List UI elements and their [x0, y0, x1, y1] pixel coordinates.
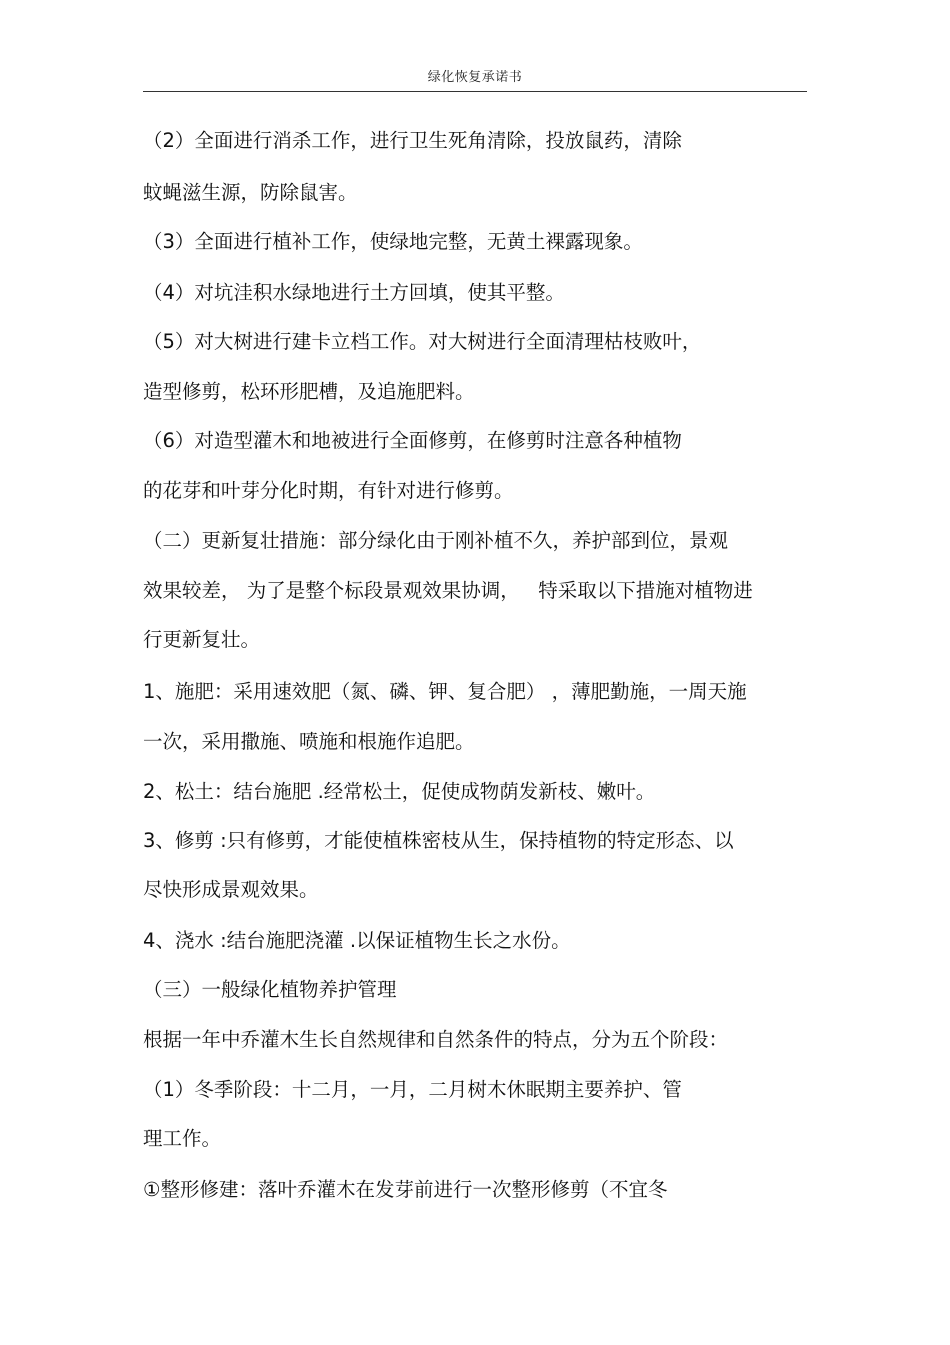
paragraph-line: 造型修剪，松环形肥槽，及追施肥料。 — [143, 380, 475, 403]
paragraph-line: 的花芽和叶芽分化时期，有针对进行修剪。 — [143, 479, 514, 502]
paragraph-line: 1、施肥：采用速效肥（氮、磷、钾、复合肥） ，薄肥勤施，一周天施 — [143, 680, 747, 703]
header-divider — [143, 91, 807, 92]
paragraph-line: 理工作。 — [143, 1127, 222, 1150]
paragraph-line: （3）全面进行植补工作，使绿地完整，无黄土裸露现象。 — [143, 230, 643, 253]
paragraph-line: （1）冬季阶段：十二月，一月，二月树木休眠期主要养护、管 — [143, 1078, 682, 1101]
paragraph-line: 尽快形成景观效果。 — [143, 878, 319, 901]
paragraph-line: （三）一般绿化植物养护管理 — [143, 978, 397, 1001]
paragraph-line: 行更新复壮。 — [143, 628, 261, 651]
paragraph-line: 3、修剪 :只有修剪，才能使植株密枝从生，保持植物的特定形态、以 — [143, 829, 734, 852]
paragraph-line: 4、浇水 :结台施肥浇灌 .以保证植物生长之水份。 — [143, 929, 571, 952]
paragraph-line: 效果较差， 为了是整个标段景观效果协调， 特采取以下措施对植物进 — [143, 579, 753, 602]
paragraph-line: ①整形修建：落叶乔灌木在发芽前进行一次整形修剪（不宜冬 — [143, 1178, 668, 1201]
paragraph-line: 根据一年中乔灌木生长自然规律和自然条件的特点，分为五个阶段： — [143, 1028, 729, 1051]
paragraph-line: （2）全面进行消杀工作，进行卫生死角清除，投放鼠药，清除 — [143, 129, 682, 152]
paragraph-line: 2、松土：结台施肥 .经常松土，促使成物荫发新枝、嫩叶。 — [143, 780, 656, 803]
paragraph-line: （5）对大树进行建卡立档工作。对大树进行全面清理枯枝败叶， — [143, 330, 702, 353]
paragraph-line: 蚊蝇滋生源，防除鼠害。 — [143, 181, 358, 204]
page-header-title: 绿化恢复承诺书 — [427, 70, 523, 85]
paragraph-line: 一次，采用撒施、喷施和根施作追肥。 — [143, 730, 475, 753]
paragraph-line: （6）对造型灌木和地被进行全面修剪，在修剪时注意各种植物 — [143, 429, 682, 452]
paragraph-line: （二）更新复壮措施：部分绿化由于刚补植不久，养护部到位，景观 — [143, 529, 729, 552]
paragraph-line: （4）对坑洼积水绿地进行土方回填，使其平整。 — [143, 281, 565, 304]
